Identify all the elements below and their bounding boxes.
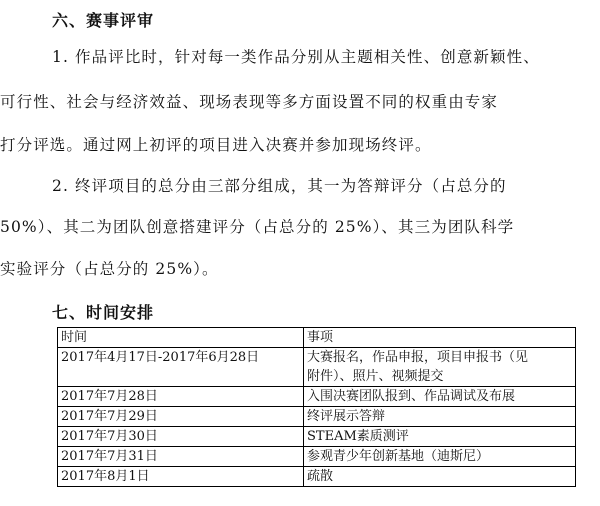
table-row [58,387,576,407]
cell-item: 终评展示答辩 [304,407,576,427]
table-row [58,427,576,447]
table-header-row [58,328,576,348]
cell-time: 2017年7月30日 [58,427,304,447]
paragraph-1-line-3: 打分评选。通过网上初评的项目进入决赛并参加现场终评。 [0,136,432,154]
cell-item: 参观青少年创新基地（迪斯尼） [304,447,576,467]
cell-time: 2017年7月28日 [58,387,304,407]
cell-item: STEAM素质测评 [304,427,576,447]
paragraph-2-line-2: 50%）、其二为团队创意搭建评分（占总分的 25%）、其三为团队科学 [0,218,515,236]
cell-item: 疏散 [304,467,576,487]
table-row [58,348,576,387]
table-row [58,447,576,467]
table-row [58,407,576,427]
section-heading-judging: 六、赛事评审 [52,11,155,30]
cell-item-line: 大赛报名，作品申报，项目申报书（见 [307,350,529,365]
header-time: 时间 [58,328,304,348]
paragraph-1-line-2: 可行性、社会与经济效益、现场表现等多方面设置不同的权重由专家 [0,93,499,111]
cell-item [304,348,576,387]
cell-time: 2017年7月29日 [58,407,304,427]
paragraph-2-line-1: 2. 终评项目的总分由三部分组成，其一为答辩评分（占总分的 [52,177,507,195]
cell-item: 入围决赛团队报到、作品调试及布展 [304,387,576,407]
schedule-table [57,327,576,487]
cell-time: 2017年8月1日 [58,467,304,487]
cell-time: 2017年4月17日-2017年6月28日 [58,348,304,387]
paragraph-1-line-1: 1. 作品评比时，针对每一类作品分别从主题相关性、创意新颖性、 [52,48,540,66]
cell-item-line: 附件）、照片、视频提交 [307,369,444,384]
table-row [58,467,576,487]
header-item: 事项 [304,328,576,348]
paragraph-2-line-3: 实验评分（占总分的 25%）。 [0,260,219,278]
cell-time: 2017年7月31日 [58,447,304,467]
section-heading-schedule: 七、时间安排 [52,303,155,322]
